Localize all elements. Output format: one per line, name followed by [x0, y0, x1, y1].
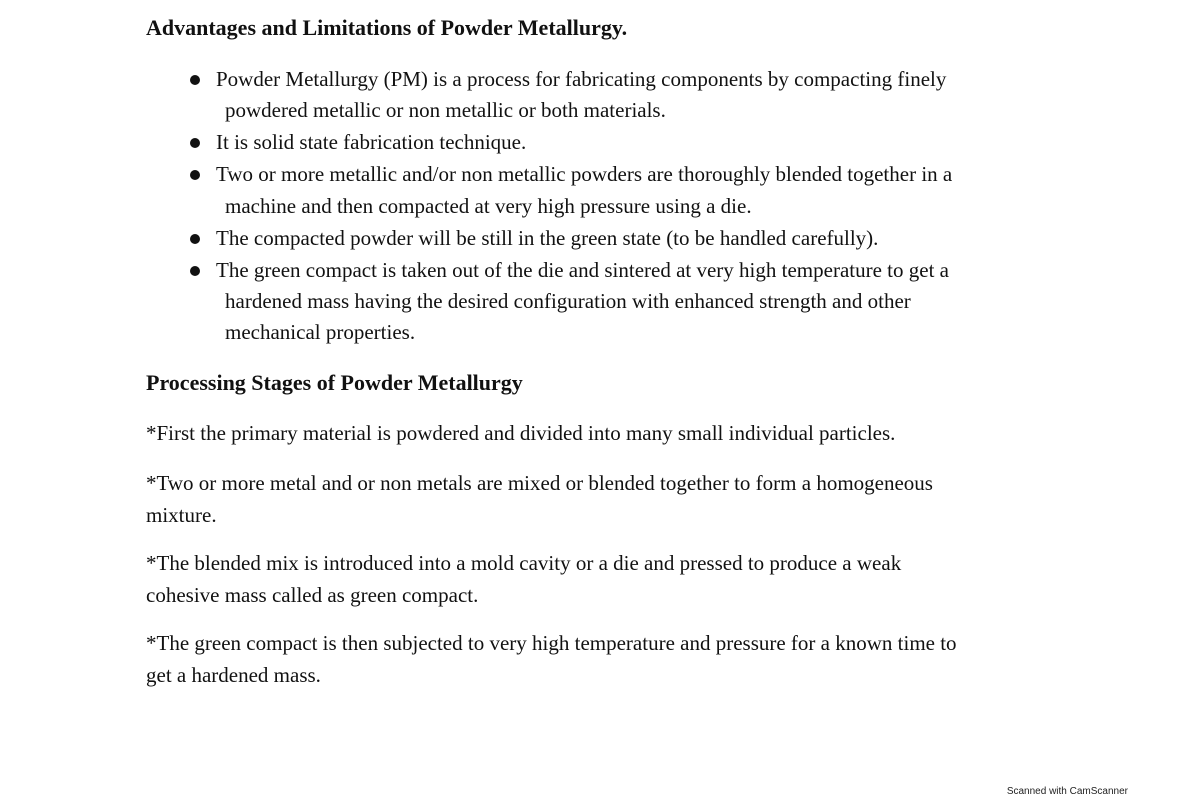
- bullet-text-line: It is solid state fabrication technique.: [216, 130, 527, 154]
- bullet-text-line: powdered metallic or non metallic or both materials.: [225, 98, 666, 122]
- bullet-dot-icon: [190, 234, 200, 244]
- paragraph-text-line: *Two or more metal and or non metals are mixed or blended together to form a homogeneous: [146, 471, 933, 495]
- paragraph-text-line: cohesive mass called as green compact.: [146, 583, 479, 607]
- bullet-text-line: The compacted powder will be still in the green state (to be handled carefully).: [216, 226, 879, 250]
- bullet-text-line: mechanical properties.: [225, 320, 416, 344]
- paragraph-text-line: *The green compact is then subjected to very high temperature and pressure for a known time to: [146, 631, 957, 655]
- bullet-text-line: hardened mass having the desired configuration with enhanced strength and other: [225, 289, 911, 313]
- bullet-text-line: Powder Metallurgy (PM) is a process for fabricating components by compacting finely: [216, 67, 947, 91]
- camscanner-watermark: Scanned with CamScanner: [1006, 786, 1128, 797]
- bullet-dot-icon: [190, 266, 200, 276]
- paragraph-text-line: mixture.: [146, 503, 217, 527]
- bullet-text-line: The green compact is taken out of the die and sintered at very high temperature to get a: [216, 258, 949, 282]
- paragraph-text-line: get a hardened mass.: [146, 663, 321, 687]
- heading-advantages-limitations: Advantages and Limitations of Powder Metallurgy.: [146, 15, 628, 40]
- paragraph-text-line: *The blended mix is introduced into a mold cavity or a die and pressed to produce a weak: [146, 551, 902, 575]
- bullet-dot-icon: [190, 75, 200, 85]
- paragraph-text-line: *First the primary material is powdered and divided into many small individual particles.: [146, 421, 896, 445]
- bullet-text-line: machine and then compacted at very high pressure using a die.: [225, 194, 752, 218]
- bullet-dot-icon: [190, 170, 200, 180]
- bullet-dot-icon: [190, 138, 200, 148]
- heading-processing-stages: Processing Stages of Powder Metallurgy: [146, 370, 523, 395]
- bullet-text-line: Two or more metallic and/or non metallic powders are thoroughly blended together in a: [216, 162, 953, 186]
